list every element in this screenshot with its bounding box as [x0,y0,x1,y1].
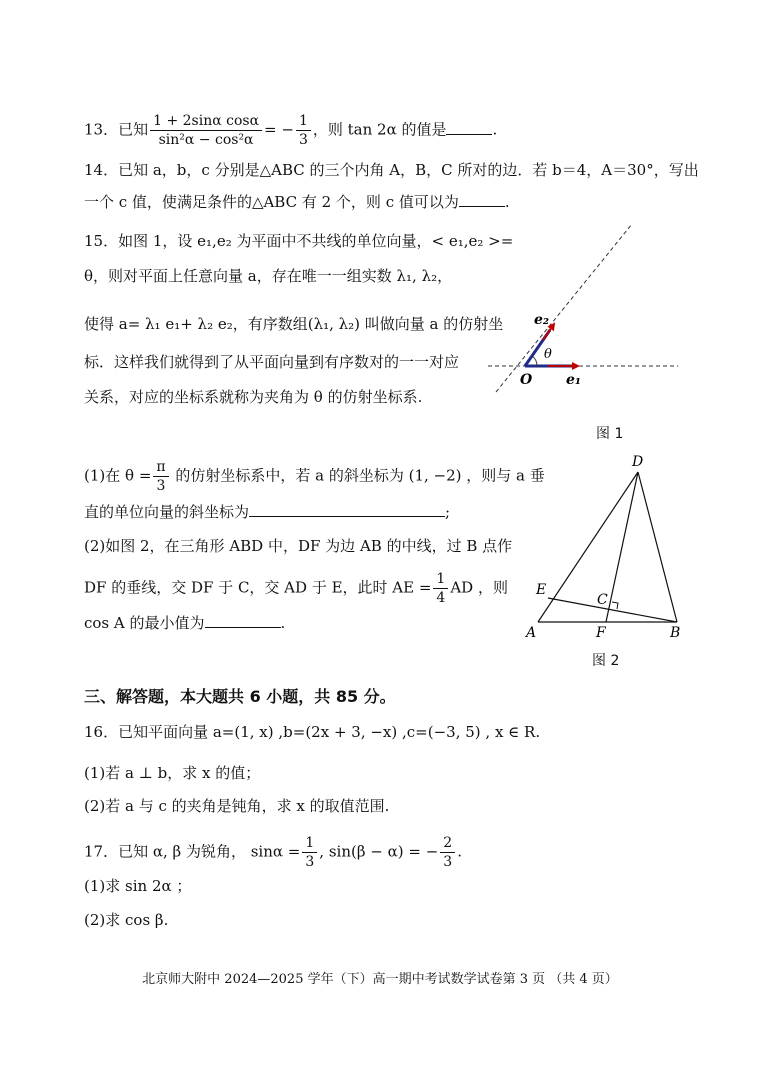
q15-p1-frac-den: 3 [156,478,166,494]
question-16-part-1: (1)若 a ⊥ b，求 x 的值； [84,764,261,782]
q17-f2-num: 2 [440,834,455,853]
question-17-part-2: (2)求 cos β. [84,911,169,929]
figure-2-diagram [518,448,698,644]
page-footer: 北京师大附中 2024—2025 学年（下）高一期中考试数学试卷第 3 页 （共 4 页） [142,972,618,987]
q15-p1-end: ; [445,503,451,521]
q15-p2-line2-prefix: DF 的垂线，交 DF 于 C，交 AD 于 E，此时 AE = [84,578,432,597]
q13-rhs-numerator: 1 [296,112,311,131]
fig2-side-db [638,472,677,622]
question-14-line-1: 14．已知 a，b，c 分别是△ABC 的三个内角 A，B，C 所对的边．若 b＝4，A＝30°，写出 [84,161,699,179]
q15-p1-prefix: (1)在 θ = [84,466,152,485]
question-15-part-2-line-1: (2)如图 2，在三角形 ABD 中，DF 为边 AB 的中线，过 B 点作 [84,537,513,555]
fig2-label-c: C [597,592,608,608]
question-15-line-4: 标．这样我们就得到了从平面向量到有序数对的一一对应 [84,353,460,371]
fig1-label-theta: θ [544,347,552,362]
question-16-part-2: (2)若 a 与 c 的夹角是钝角，求 x 的取值范围. [84,797,390,815]
q15-p2-line2-suffix: AD ，则 [450,578,508,597]
q17-f2-den: 3 [443,854,453,870]
q15-p2-answer-blank[interactable] [205,613,281,628]
fig2-right-angle-mark [612,602,618,609]
q15-p1-answer-blank[interactable] [249,502,445,517]
q15-p2-fraction [433,570,448,607]
q13-fraction [150,112,262,149]
q13-prefix: 13．已知 [84,120,149,139]
figure-2-caption: 图 2 [592,653,620,669]
question-15-line-2: θ，则对平面上任意向量 a，存在唯一一组实数 λ₁, λ₂， [84,267,453,285]
q14-answer-blank[interactable] [459,192,505,207]
question-15-line-1: 15．如图 1，设 e₁,e₂ 为平面中不共线的单位向量，< e₁,e₂ >= [84,232,514,250]
q13-rhs-denominator: 3 [298,132,308,148]
q17-mid: , sin(β − α) = − [319,842,439,861]
question-16-line-1: 16．已知平面向量 a=(1, x) ,b=(2x + 3, −x) ,c=(−3, 5) , x ∈ R. [84,723,541,741]
q15-p2-line3-text: cos A 的最小值为 [84,614,205,632]
fig2-label-b: B [670,625,681,641]
q15-p1-frac-num: π [153,458,168,477]
question-15-line-3: 使得 a= λ₁ e₁+ λ₂ e₂，有序数组(λ₁, λ₂) 叫做向量 a 的仿射坐 [84,315,504,333]
figure-1-diagram [488,222,688,402]
question-17-line-1 [84,834,462,871]
q15-p2-frac-den: 4 [436,590,446,606]
q17-prefix: 17．已知 α, β 为锐角， sinα = [84,842,301,861]
question-15-part-2-line-2 [84,570,508,607]
q13-suffix: ，则 tan 2α 的值是 [312,120,447,139]
q15-p1-suffix: 的仿射坐标系中，若 a 的斜坐标为 (1, −2) ，则与 a 垂 [170,466,545,485]
q17-end: . [457,842,462,861]
q15-p2-frac-num: 1 [433,570,448,589]
q13-end: . [492,120,498,139]
question-14-line-2 [84,192,510,212]
fig2-label-f: F [596,625,606,641]
q13-denominator: sin²α − cos²α [158,132,254,148]
fig2-label-d: D [632,454,644,470]
fig2-median-df [606,472,638,622]
question-13 [84,112,497,149]
q13-equals: = − [264,120,294,139]
fig2-label-a: A [526,625,537,641]
fig1-label-e1: e₁ [566,372,582,388]
q17-f1-num: 1 [302,834,317,853]
figure-1-caption: 图 1 [596,426,624,442]
fig1-label-o: O [520,372,533,388]
q13-rhs-fraction [296,112,311,149]
question-15-part-1-line-2 [84,502,450,522]
question-15-part-2-line-3 [84,613,285,633]
fig2-label-e: E [536,582,547,598]
q13-numerator: 1 + 2sinα cosα [150,112,262,131]
question-15-line-5: 关系，对应的坐标系就称为夹角为 θ 的仿射坐标系. [84,388,423,406]
q17-fraction-2 [440,834,455,871]
q17-fraction-1 [302,834,317,871]
question-17-part-1: (1)求 sin 2α ； [84,877,192,895]
q14-end: . [504,193,510,211]
q17-f1-den: 3 [305,854,315,870]
question-15-part-1-line-1 [84,458,545,495]
q15-p1-fraction [153,458,168,495]
fig1-label-e2: e₂ [534,312,550,328]
q13-answer-blank[interactable] [446,120,492,135]
q14-line2-text: 一个 c 值，使满足条件的△ABC 有 2 个，则 c 值可以为 [84,193,459,211]
q15-p1-line2-text: 直的单位向量的斜坐标为 [84,503,250,521]
q15-p2-end: . [280,614,286,632]
section-3-heading: 三、解答题，本大题共 6 小题，共 85 分。 [84,687,396,706]
